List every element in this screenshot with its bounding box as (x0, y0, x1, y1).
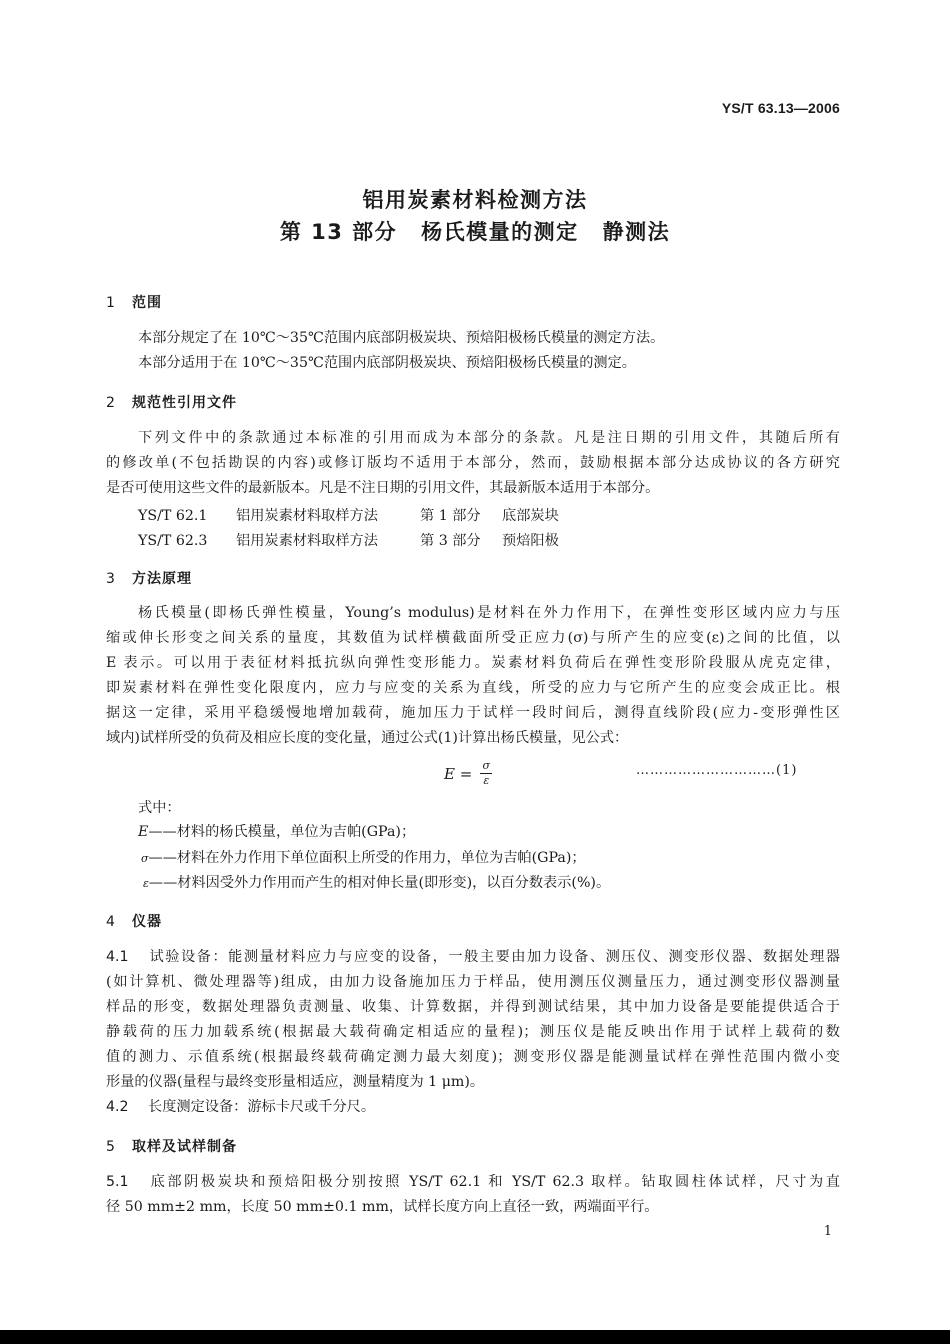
reference-title: 底部炭块 (502, 508, 559, 524)
subtitle-method: 静测法 (602, 220, 671, 244)
section-number: 1 (106, 295, 116, 311)
section-title: 规范性引用文件 (132, 395, 237, 411)
symbol: E (138, 824, 149, 840)
symbol-description: ——材料的杨氏模量，单位为吉帕(GPa)； (148, 824, 416, 840)
formula-denominator: ε (483, 774, 490, 787)
clause-line (106, 1095, 840, 1119)
where-label: 式中： (138, 800, 181, 816)
reference-code: YS/T 62.3 (138, 533, 208, 549)
clause-text: 试验设备：能测量材料应力与应变的设备，一般主要由加力设备、测压仪、测变形仪器、数据处理器 (148, 949, 840, 965)
clause-line (106, 945, 840, 969)
clause-text: 长度测定设备：游标卡尺或千分尺。 (148, 1099, 376, 1115)
clause-number: 4.2 (106, 1099, 129, 1115)
page-number: 1 (823, 1224, 832, 1239)
normative-reference (138, 530, 559, 550)
reference-name: 铝用炭素材料取样方法 (236, 508, 378, 524)
reference-title: 预焙阳极 (502, 533, 559, 549)
section-heading-1 (106, 292, 162, 312)
document-title: 铝用炭素材料检测方法 (362, 188, 588, 212)
section-heading-4 (106, 911, 162, 931)
clause-number: 5.1 (106, 1174, 129, 1190)
symbol-definition (143, 872, 610, 892)
symbol-description: ——材料在外力作用下单位面积上所受的作用力，单位为吉帕(GPa)； (148, 850, 586, 866)
paragraph-line: 是否可使用这些文件的最新版本。凡是不注日期的引用文件，其最新版本适用于本部分。 (106, 480, 660, 496)
section-number: 2 (106, 395, 116, 411)
section-title: 仪器 (132, 914, 162, 930)
symbol-definition (138, 821, 415, 841)
section-number: 5 (106, 1139, 116, 1155)
formula-lhs: E = (444, 764, 473, 783)
paragraph: 本部分规定了在 10℃～35℃范围内底部阴极炭块、预焙阳极杨氏模量的测定方法。 (138, 330, 665, 346)
formula-number: …………………………(1) (636, 763, 798, 778)
paragraph-line: 形量的仪器(量程与最终变形量相适应，测量精度为 1 μm)。 (106, 1074, 485, 1090)
section-heading-5 (106, 1136, 237, 1156)
paragraph-line: (如计算机、微处理器等)组成，由加力设备施加压力于样品，使用测压仪测量压力，通过测变形仪器测量 (106, 974, 840, 990)
reference-part: 第 3 部分 (420, 533, 481, 549)
formula-numerator: σ (482, 759, 491, 772)
reference-code: YS/T 62.1 (138, 508, 208, 524)
paragraph-line: 缩或伸长形变之间关系的量度，其数值为试样横截面所受正应力(σ)与所产生的应变(ε)之间的比值，以 (106, 630, 840, 646)
paragraph-line: 下列文件中的条款通过本标准的引用而成为本部分的条款。凡是注日期的引用文件，其随后所有 (138, 430, 840, 446)
subtitle-part: 第 13 部分 (279, 220, 398, 244)
section-number: 3 (106, 571, 116, 587)
reference-name: 铝用炭素材料取样方法 (236, 533, 378, 549)
paragraph-line: 径 50 mm±2 mm，长度 50 mm±0.1 mm，试样长度方向上直径一致，两端面平行。 (106, 1199, 659, 1215)
symbol-definition (141, 847, 586, 867)
formula-fraction (480, 760, 492, 787)
symbol-description: ——材料因受外力作用而产生的相对伸长量(即形变)，以百分数表示(%)。 (148, 875, 611, 891)
subtitle-subject: 杨氏模量的测定 (421, 220, 579, 244)
symbol: σ (141, 852, 149, 865)
bottom-border (0, 1330, 950, 1344)
paragraph-line: 静载荷的压力加载系统(根据最大载荷确定相适应的量程)；测压仪是能反映出作用于试样上载荷的数 (106, 1024, 840, 1040)
paragraph-line: 杨氏模量(即杨氏弹性模量，Young’s modulus)是材料在外力作用下，在弹性变形区域内应力与压 (138, 605, 840, 621)
section-title: 范围 (132, 295, 162, 311)
symbol: ε (143, 877, 149, 890)
reference-part: 第 1 部分 (420, 508, 481, 524)
paragraph-line: 域内)试样所受的负荷及相应长度的变化量，通过公式(1)计算出杨氏模量，见公式： (106, 730, 629, 746)
clause-text: 底部阴极炭块和预焙阳极分别按照 YS/T 62.1 和 YS/T 62.3 取样。钻取圆柱体试样，尺寸为直 (148, 1174, 840, 1190)
clause-number: 4.1 (106, 949, 129, 965)
section-title: 方法原理 (132, 571, 192, 587)
formula (444, 760, 492, 787)
paragraph-line: 的修改单(不包括勘误的内容)或修订版均不适用于本部分，然而，鼓励根据本部分达成协议的各方研究 (106, 455, 840, 471)
paragraph-line: 即炭素材料在弹性变化限度内，应力与应变的关系为直线，所受的应力与它所产生的应变会成正比。根 (106, 680, 840, 696)
paragraph-line: E 表示。可以用于表征材料抵抗纵向弹性变形能力。炭素材料负荷后在弹性变形阶段服从虎克定律， (106, 655, 840, 671)
paragraph-line: 据这一定律，采用平稳缓慢地增加载荷，施加压力于试样一段时间后，测得直线阶段(应力-变形弹性区 (106, 705, 840, 721)
section-number: 4 (106, 914, 116, 930)
section-heading-3 (106, 568, 192, 588)
clause-line (106, 1170, 840, 1194)
document-subtitle (0, 216, 950, 246)
section-heading-2 (106, 392, 237, 412)
paragraph-line: 样品的形变，数据处理器负责测量、收集、计算数据，并得到测试结果，其中加力设备是要能提供适合于 (106, 999, 840, 1015)
standard-number: YS/T 63.13—2006 (721, 100, 840, 116)
normative-reference (138, 505, 559, 525)
section-title: 取样及试样制备 (132, 1139, 237, 1155)
paragraph-line: 值的测力、示值系统(根据最终载荷确定测力最大刻度)；测变形仪器是能测量试样在弹性范围内微小变 (106, 1049, 840, 1065)
paragraph: 本部分适用于在 10℃～35℃范围内底部阴极炭块、预焙阳极杨氏模量的测定。 (138, 355, 636, 371)
